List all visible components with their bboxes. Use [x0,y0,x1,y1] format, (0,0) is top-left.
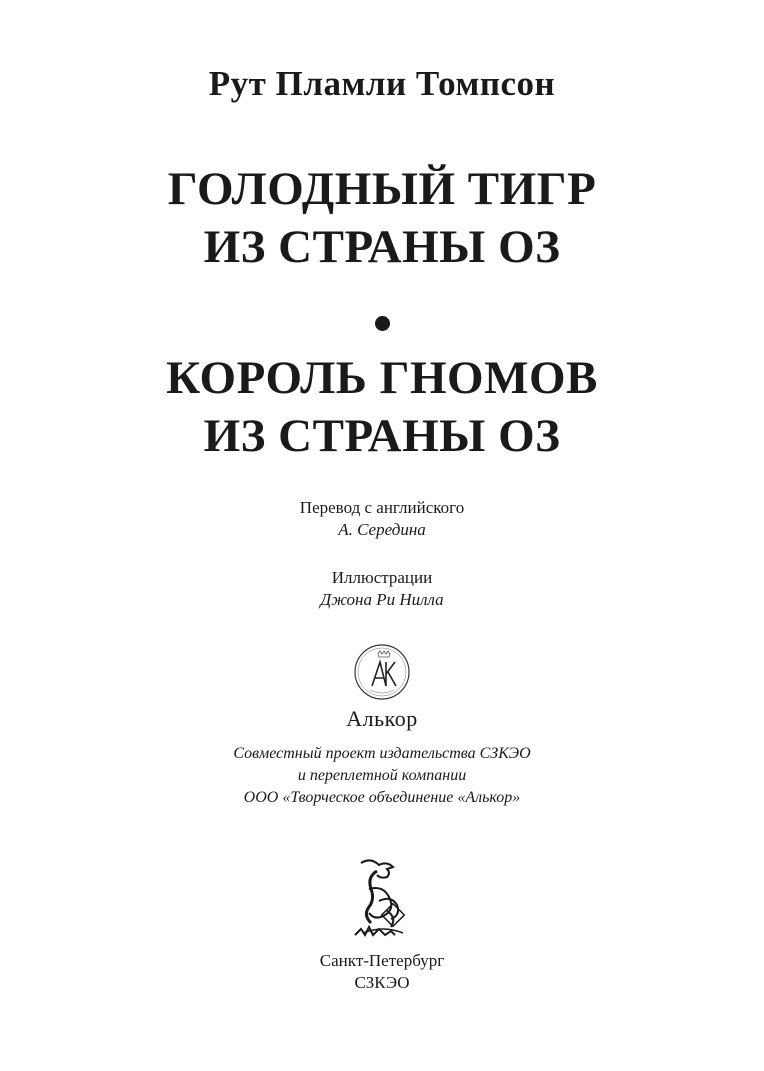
translation-credit [0,497,764,541]
book-title-2-line-1: КОРОЛЬ ГНОМОВ [166,352,598,404]
book-title-1-line-1: ГОЛОДНЫЙ ТИГР [167,163,597,215]
title-separator [0,316,764,332]
translator-name: А. Середина [338,520,426,539]
translation-label: Перевод с английского [299,498,465,517]
illustrator-name: Джона Ри Нилла [320,590,444,609]
joint-project-line-2: и переплетной компании [297,767,467,784]
publisher-name: Алькор [346,706,418,731]
imprint-publisher: СЗКЭО [354,973,410,992]
book-title-2 [0,349,764,465]
illustrations-credit [0,567,764,611]
joint-project-line-3: ООО «Творческое объединение «Алькор» [243,789,521,806]
publisher-emblem-icon [352,642,412,702]
joint-project-line-1: Совместный проект издательства СЗКЭО [233,745,531,762]
imprint-city: Санкт-Петербург [319,951,445,970]
book-title-1 [0,160,764,276]
bullet-icon [375,316,390,331]
imprint [0,950,764,994]
book-title-1-line-2: ИЗ СТРАНЫ ОЗ [203,221,561,273]
illustrations-label: Иллюстрации [331,568,433,587]
publisher-dragon-logo [0,855,764,945]
joint-project-note [0,743,764,809]
book-title-2-line-2: ИЗ СТРАНЫ ОЗ [203,410,561,462]
dragon-icon [347,855,417,945]
author-name: Рут Пламли Томпсон [208,64,556,103]
